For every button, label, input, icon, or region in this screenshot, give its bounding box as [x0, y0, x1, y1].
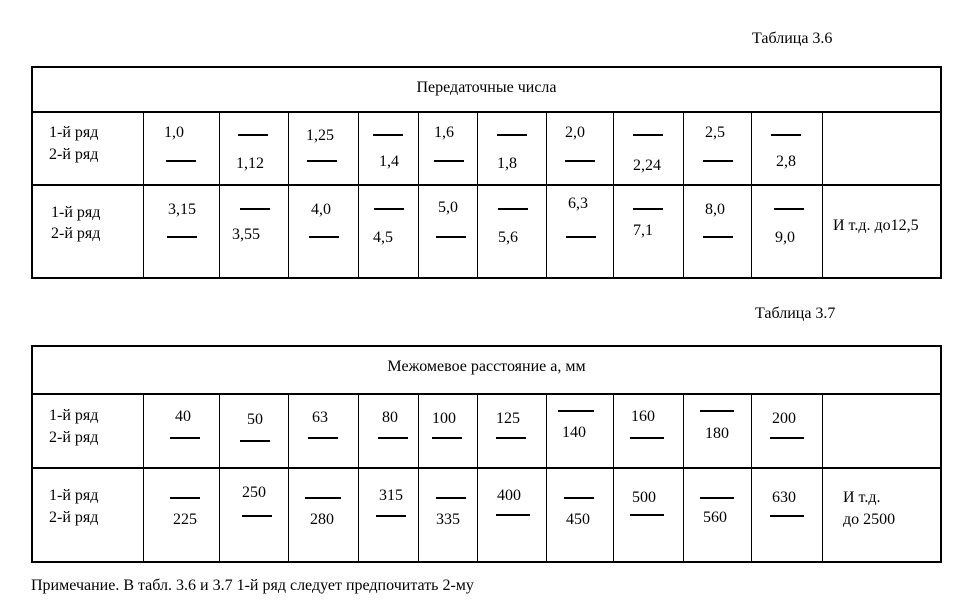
value-row1-series1: 80 — [382, 409, 398, 426]
divider — [358, 395, 359, 561]
value-row2-series2: 9,0 — [775, 229, 795, 246]
divider — [143, 113, 144, 277]
divider — [822, 113, 823, 277]
value-row1-series2: 140 — [562, 424, 586, 441]
divider — [33, 184, 940, 186]
divider — [418, 113, 419, 277]
value-row2-series1: 5,0 — [438, 199, 458, 216]
table-3-7 — [31, 345, 942, 563]
value-row2-series1: 400 — [497, 487, 521, 504]
value-row1-series2: 1,12 — [236, 155, 264, 172]
dash — [496, 437, 526, 439]
divider — [477, 113, 478, 277]
table-3-7-title: Межомевое расстояние а, мм — [387, 358, 586, 375]
divider — [822, 395, 823, 561]
dash — [309, 236, 339, 238]
value-row2-series1: 4,0 — [311, 201, 331, 218]
dash — [770, 515, 804, 517]
value-row1-series1: 1,25 — [306, 127, 334, 144]
value-row2-series2: 280 — [310, 511, 334, 528]
value-row2-series1: 3,15 — [168, 201, 196, 218]
value-row1-series2: 2,8 — [776, 153, 796, 170]
divider — [477, 395, 478, 561]
table-3-7-caption: Таблица 3.7 — [755, 305, 836, 322]
divider — [683, 113, 684, 277]
dash — [436, 236, 466, 238]
dash — [167, 236, 197, 238]
value-row1-series1: 125 — [496, 410, 520, 427]
dash — [630, 437, 664, 439]
value-row1-series2: 1,8 — [497, 155, 517, 172]
dash — [373, 134, 403, 136]
value-row2-series1: 6,3 — [568, 195, 588, 212]
dash — [497, 134, 527, 136]
dash — [700, 410, 734, 412]
dash — [376, 515, 406, 517]
value-row2-series1: 315 — [379, 487, 403, 504]
dash — [166, 160, 196, 162]
row-label: 2-й ряд — [51, 225, 101, 242]
dash — [308, 437, 338, 439]
dash — [558, 410, 594, 412]
dash — [633, 208, 663, 210]
divider — [219, 113, 220, 277]
value-row2-series1: 8,0 — [705, 201, 725, 218]
value-row2-series2: 450 — [566, 511, 590, 528]
table-3-6-caption: Таблица 3.6 — [752, 30, 833, 47]
value-row1-series1: 1,0 — [164, 124, 184, 141]
value-row2-series2: 335 — [436, 511, 460, 528]
row-label: 2-й ряд — [49, 146, 99, 163]
value-row2-series2: 5,6 — [498, 229, 518, 246]
dash — [771, 134, 801, 136]
table-3-6-title: Передаточные числа — [416, 79, 557, 96]
row-label: 2-й ряд — [49, 429, 99, 446]
value-row2-series2: 225 — [173, 511, 197, 528]
dash — [630, 514, 664, 516]
dash — [242, 515, 272, 517]
dash — [434, 160, 464, 162]
dash — [374, 208, 404, 210]
divider — [613, 395, 614, 561]
divider — [546, 113, 547, 277]
value-row1-series1: 200 — [772, 410, 796, 427]
value-row1-series1: 160 — [631, 408, 655, 425]
dash — [703, 160, 733, 162]
value-row2-series2: 560 — [703, 509, 727, 526]
value-row2-series1: 250 — [242, 484, 266, 501]
value-row1-series2: 180 — [705, 425, 729, 442]
dash — [170, 497, 200, 499]
value-row2-series1: 630 — [772, 489, 796, 506]
continuation-note: до 2500 — [843, 511, 896, 528]
value-row2-series2: 7,1 — [633, 222, 653, 239]
divider — [751, 395, 752, 561]
value-row1-series1: 40 — [175, 408, 191, 425]
footnote: Примечание. В табл. 3.6 и 3.7 1-й ряд следует предпочитать 2-му — [31, 577, 474, 594]
divider — [33, 467, 940, 469]
value-row2-series2: 4,5 — [373, 229, 393, 246]
dash — [703, 236, 733, 238]
divider — [288, 113, 289, 277]
divider — [546, 395, 547, 561]
row-label: 1-й ряд — [49, 407, 99, 424]
dash — [307, 160, 337, 162]
value-row1-series2: 2,24 — [633, 157, 661, 174]
dash — [498, 208, 528, 210]
divider — [288, 395, 289, 561]
dash — [496, 514, 530, 516]
dash — [238, 134, 268, 136]
dash — [170, 437, 200, 439]
table-3-6 — [31, 66, 942, 279]
value-row2-series1: 500 — [632, 489, 656, 506]
dash — [565, 160, 595, 162]
value-row1-series2: 1,4 — [379, 153, 399, 170]
dash — [770, 437, 804, 439]
continuation-note: И т.д. до12,5 — [833, 217, 919, 234]
dash — [305, 497, 341, 499]
divider — [143, 395, 144, 561]
row-label: 1-й ряд — [49, 487, 99, 504]
value-row1-series1: 2,5 — [705, 124, 725, 141]
value-row1-series1: 63 — [312, 409, 328, 426]
value-row2-series2: 3,55 — [232, 226, 260, 243]
divider — [358, 113, 359, 277]
dash — [378, 437, 408, 439]
continuation-note: И т.д. — [843, 489, 881, 506]
dash — [436, 497, 466, 499]
dash — [240, 440, 270, 442]
value-row1-series1: 50 — [247, 411, 263, 428]
value-row1-series1: 1,6 — [434, 124, 454, 141]
divider — [219, 395, 220, 561]
divider — [751, 113, 752, 277]
row-label: 1-й ряд — [51, 204, 101, 221]
divider — [613, 113, 614, 277]
value-row1-series1: 2,0 — [565, 124, 585, 141]
value-row1-series1: 100 — [432, 410, 456, 427]
divider — [33, 393, 940, 395]
dash — [564, 497, 594, 499]
dash — [566, 236, 596, 238]
divider — [683, 395, 684, 561]
dash — [633, 134, 663, 136]
dash — [700, 497, 734, 499]
row-label: 2-й ряд — [49, 509, 99, 526]
dash — [774, 208, 804, 210]
row-label: 1-й ряд — [49, 124, 99, 141]
dash — [432, 437, 462, 439]
divider — [33, 111, 940, 113]
divider — [418, 395, 419, 561]
dash — [240, 208, 270, 210]
